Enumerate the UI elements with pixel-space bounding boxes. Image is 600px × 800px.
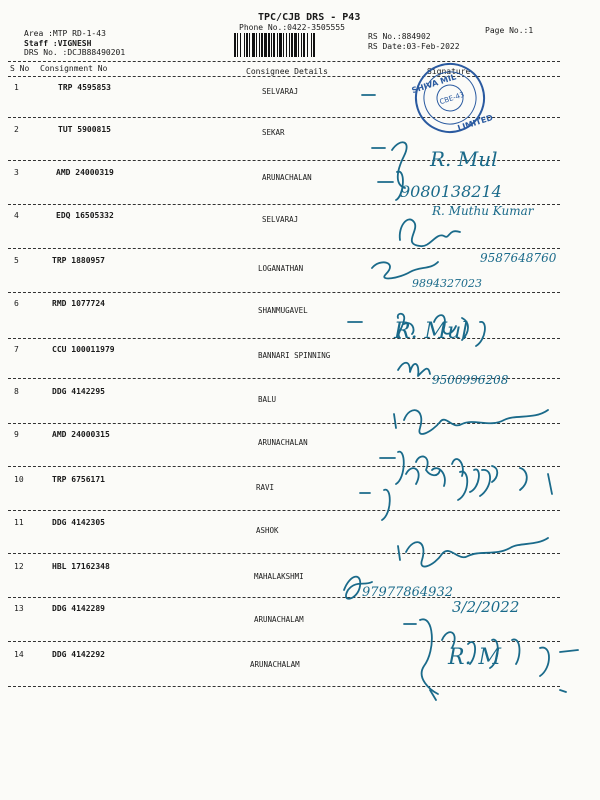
staff-label: Staff :VIGNESH: [24, 39, 92, 48]
header-divider-bottom: [8, 76, 560, 77]
row-serial-number: 14: [14, 650, 24, 659]
row-divider: [8, 292, 560, 293]
barcode: [233, 33, 361, 57]
row-serial-number: 6: [14, 299, 19, 308]
header-divider-top: [8, 61, 560, 62]
stamp-text-top: SHIVA MIL: [410, 72, 458, 96]
row4-signature-stroke: [400, 219, 460, 246]
row-divider: [8, 160, 560, 161]
col-sno: S No: [10, 64, 30, 73]
row-serial-number: 2: [14, 125, 19, 134]
row9-signature-stroke: [380, 452, 497, 492]
row8-signature-stroke: [394, 410, 548, 434]
row-serial-number: 12: [14, 562, 24, 571]
row-consignment-number: DDG 4142289: [52, 604, 105, 613]
row14-handwriting: R. M: [448, 645, 502, 670]
row-consignee-name: ASHOK: [256, 526, 279, 535]
rs-number: RS No.:884902: [368, 32, 431, 41]
row-consignment-number: DDG 4142292: [52, 650, 105, 659]
row-divider: [8, 378, 560, 379]
row-consignee-name: SELVARAJ: [262, 87, 299, 96]
col-consignment: Consignment No: [40, 64, 108, 73]
row-serial-number: 4: [14, 211, 19, 220]
stamp-center-text: CBE-43: [438, 90, 466, 107]
row6-signature-stroke-2: [434, 315, 485, 346]
row-divider: [8, 338, 560, 339]
row-consignee-name: ARUNACHALAN: [258, 438, 308, 447]
row-serial-number: 1: [14, 83, 19, 92]
row2-signature-stroke: [372, 142, 407, 188]
row-consignment-number: TRP 1880957: [52, 256, 105, 265]
row-serial-number: 13: [14, 604, 24, 613]
row-consignee-name: ARUNACHALAN: [262, 173, 312, 182]
row-consignment-number: TUT 5900815: [58, 125, 111, 134]
row14-signature-stroke: [404, 619, 578, 694]
row4-phone-handwriting: 9587648760: [480, 251, 557, 265]
rs-date: RS Date:03-Feb-2022: [368, 42, 460, 51]
row6-handwriting: R. Mul: [394, 319, 469, 344]
row-divider: [8, 423, 560, 424]
row7-phone-handwriting: 9500996208: [432, 373, 509, 387]
row10-signature-stroke: [360, 468, 552, 520]
row-divider: [8, 597, 560, 598]
row-consignment-number: AMD 24000319: [56, 168, 114, 177]
row-serial-number: 10: [14, 475, 24, 484]
row-consignment-number: CCU 100011979: [52, 345, 115, 354]
row-consignment-number: HBL 17162348: [52, 562, 110, 571]
row-consignee-name: SHANMUGAVEL: [258, 306, 308, 315]
row-serial-number: 11: [14, 518, 24, 527]
row-consignment-number: EDQ 16505332: [56, 211, 114, 220]
row14-signature-tail: [430, 690, 566, 700]
row-consignee-name: ARUNACHALAM: [250, 660, 300, 669]
row-consignee-name: RAVI: [256, 483, 275, 492]
area-label: Area :MTP RD-1-43: [24, 29, 106, 38]
row-consignment-number: DDG 4142305: [52, 518, 105, 527]
row-consignee-name: MAHALAKSHMI: [254, 572, 304, 581]
row-divider: [8, 248, 560, 249]
row3-name-handwriting: R. Muthu Kumar: [432, 204, 534, 218]
row-serial-number: 3: [14, 168, 19, 177]
row-consignment-number: DDG 4142295: [52, 387, 105, 396]
row-divider: [8, 641, 560, 642]
row-serial-number: 9: [14, 430, 19, 439]
row-consignee-name: BALU: [258, 395, 277, 404]
row2-handwriting: R. Mul: [430, 147, 498, 171]
row-consignee-name: LOGANATHAN: [258, 264, 304, 273]
row-consignment-number: TRP 6756171: [52, 475, 105, 484]
row-divider: [8, 466, 560, 467]
row3-signature-stroke: [378, 172, 403, 200]
row-consignee-name: BANNARI SPINNING: [258, 351, 331, 360]
row12-date-handwriting: 3/2/2022: [452, 598, 520, 616]
col-signature: Signature: [427, 67, 471, 76]
row-divider: [8, 686, 560, 687]
row-consignee-name: SEKAR: [262, 128, 285, 137]
row-serial-number: 8: [14, 387, 19, 396]
row5-signature-stroke: [372, 262, 438, 278]
row-consignment-number: AMD 24000315: [52, 430, 110, 439]
row-serial-number: 5: [14, 256, 19, 265]
row-consignee-name: SELVARAJ: [262, 215, 299, 224]
row5-phone-handwriting: 9894327023: [412, 277, 482, 290]
row-consignment-number: RMD 1077724: [52, 299, 105, 308]
document-title: TPC/CJB DRS - P43: [258, 12, 361, 23]
row-consignment-number: TRP 4595853: [58, 83, 111, 92]
row-consignee-name: ARUNACHALAM: [254, 615, 304, 624]
stamp-text-bottom: LIMITED: [456, 112, 495, 133]
row12-phone-handwriting: 97977864932: [362, 585, 453, 600]
row-divider: [8, 553, 560, 554]
row12-signature-stroke-2: [344, 577, 372, 599]
col-consignee: Consignee Details: [246, 67, 328, 76]
row-serial-number: 7: [14, 345, 19, 354]
phone-number: Phone No.:0422-3505555: [239, 23, 345, 32]
drs-number: DRS No. :DCJB88490201: [24, 48, 126, 57]
row6-signature-stroke: [348, 314, 414, 338]
row-divider: [8, 117, 560, 118]
row3-phone-handwriting: 9080138214: [400, 182, 502, 201]
page-number: Page No.:1: [485, 26, 534, 35]
row7-signature-stroke: [398, 363, 430, 376]
row-divider: [8, 204, 560, 205]
row-divider: [8, 510, 560, 511]
